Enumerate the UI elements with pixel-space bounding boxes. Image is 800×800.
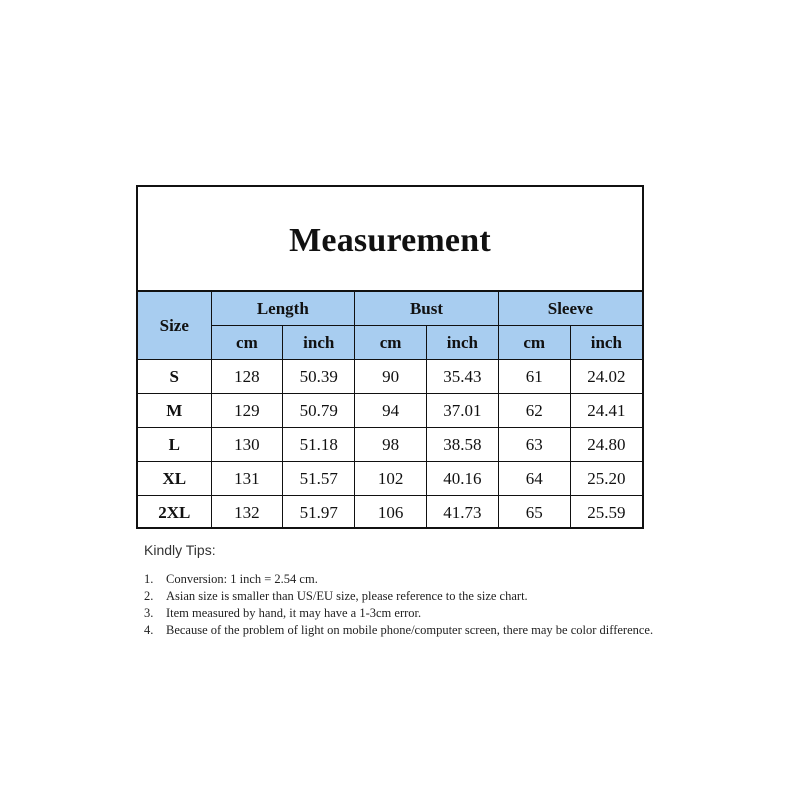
bust-inch-cell: 38.58 (426, 428, 498, 462)
size-cell: XL (138, 462, 211, 496)
length-group-header: Length (211, 292, 355, 326)
table-row (138, 394, 642, 428)
bust-cm-cell: 94 (355, 394, 427, 428)
sleeve-cm-cell: 63 (498, 428, 570, 462)
length-cm-cell: 132 (211, 496, 283, 530)
sleeve-cm-cell: 61 (498, 360, 570, 394)
sleeve-cm-cell: 65 (498, 496, 570, 530)
size-chart (136, 185, 644, 529)
tip-text: Asian size is smaller than US/EU size, please reference to the size chart. (166, 589, 528, 603)
length-cm-cell: 129 (211, 394, 283, 428)
tip-text: Conversion: 1 inch = 2.54 cm. (166, 572, 318, 586)
length-inch-header: inch (283, 326, 355, 360)
sleeve-inch-cell: 25.20 (570, 462, 642, 496)
length-cm-cell: 130 (211, 428, 283, 462)
header-row-groups (138, 292, 642, 326)
list-item (144, 588, 654, 605)
tip-number: 2. (144, 589, 154, 603)
sleeve-inch-cell: 24.41 (570, 394, 642, 428)
tip-number: 3. (144, 606, 154, 620)
size-cell: 2XL (138, 496, 211, 530)
bust-inch-cell: 41.73 (426, 496, 498, 530)
size-cell: L (138, 428, 211, 462)
kindly-tips (144, 542, 654, 639)
table-row (138, 360, 642, 394)
tip-text: Because of the problem of light on mobile phone/computer screen, there may be color difference. (166, 623, 654, 637)
sleeve-inch-cell: 24.02 (570, 360, 642, 394)
sleeve-cm-header: cm (498, 326, 570, 360)
header-row-units (138, 326, 642, 360)
sleeve-inch-cell: 24.80 (570, 428, 642, 462)
bust-inch-cell: 35.43 (426, 360, 498, 394)
title-area (138, 187, 642, 292)
length-cm-cell: 128 (211, 360, 283, 394)
bust-inch-header: inch (426, 326, 498, 360)
bust-cm-cell: 102 (355, 462, 427, 496)
table-row (138, 496, 642, 530)
sleeve-inch-cell: 25.59 (570, 496, 642, 530)
table-row (138, 462, 642, 496)
length-inch-cell: 50.39 (283, 360, 355, 394)
bust-cm-header: cm (355, 326, 427, 360)
tip-number: 4. (144, 623, 154, 637)
sleeve-cm-cell: 64 (498, 462, 570, 496)
bust-inch-cell: 40.16 (426, 462, 498, 496)
sleeve-group-header: Sleeve (498, 292, 642, 326)
bust-inch-cell: 37.01 (426, 394, 498, 428)
size-column-header: Size (138, 292, 211, 360)
tips-heading: Kindly Tips: (144, 542, 216, 558)
tips-list (144, 571, 654, 639)
size-cell: S (138, 360, 211, 394)
list-item (144, 622, 654, 639)
length-inch-cell: 50.79 (283, 394, 355, 428)
bust-cm-cell: 90 (355, 360, 427, 394)
sleeve-cm-cell: 62 (498, 394, 570, 428)
table-row (138, 428, 642, 462)
tip-text: Item measured by hand, it may have a 1-3cm error. (166, 606, 422, 620)
length-cm-cell: 131 (211, 462, 283, 496)
length-inch-cell: 51.57 (283, 462, 355, 496)
size-table (138, 292, 642, 529)
sleeve-inch-header: inch (570, 326, 642, 360)
length-inch-cell: 51.18 (283, 428, 355, 462)
list-item (144, 605, 654, 622)
length-cm-header: cm (211, 326, 283, 360)
bust-cm-cell: 106 (355, 496, 427, 530)
length-inch-cell: 51.97 (283, 496, 355, 530)
chart-title: Measurement (289, 221, 491, 259)
size-cell: M (138, 394, 211, 428)
tip-number: 1. (144, 572, 154, 586)
bust-group-header: Bust (355, 292, 499, 326)
list-item (144, 571, 654, 588)
bust-cm-cell: 98 (355, 428, 427, 462)
